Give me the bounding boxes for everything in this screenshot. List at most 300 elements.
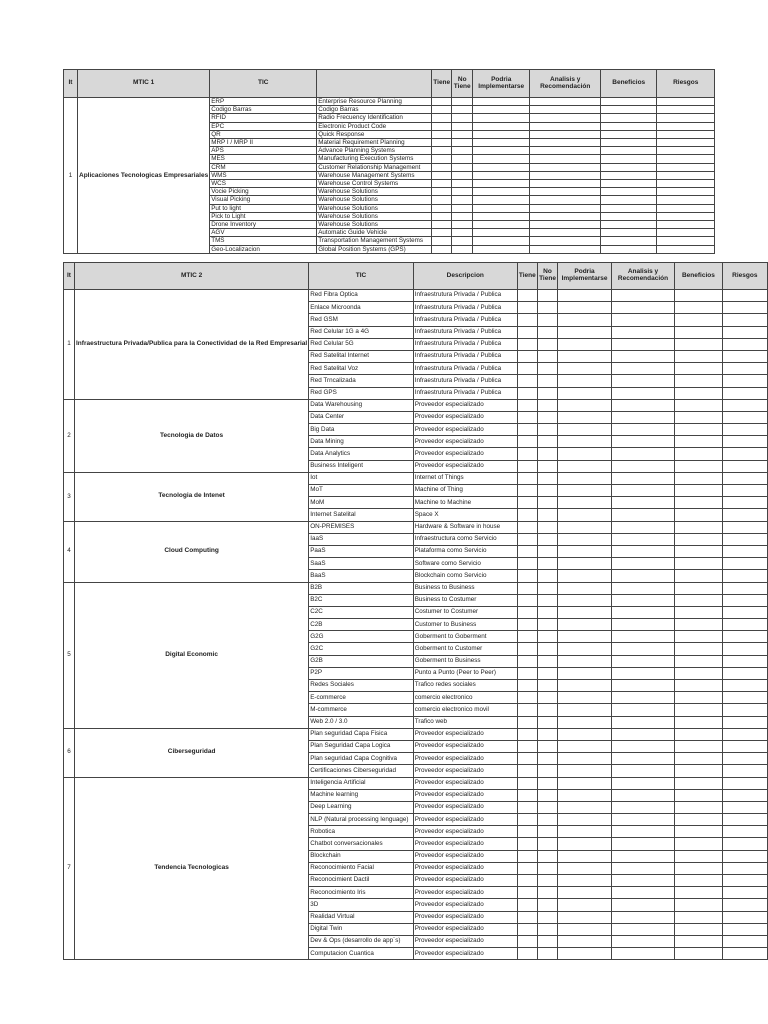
podria-cell [473,130,530,138]
no-tiene-cell [537,363,558,375]
beneficios-cell [675,509,722,521]
podria-cell [558,826,612,838]
podria-cell [558,521,612,533]
description-cell: Infraestrutura Privada / Publica [413,326,517,338]
tic-cell: IaaS [309,533,414,545]
beneficios-cell [675,460,722,472]
description-cell: Costumer to Costumer [413,606,517,618]
analisis-cell [611,448,674,460]
no-tiene-cell [537,680,558,692]
riesgos-cell [722,485,767,497]
analisis-cell [611,533,674,545]
riesgos-cell [657,212,715,220]
tic-cell: Reconocimient Dactil [309,875,414,887]
analisis-cell [611,302,674,314]
description-cell: comercio electronico [413,692,517,704]
description-cell: Infraestrutura Privada / Publica [413,387,517,399]
tiene-cell [517,850,537,862]
tiene-cell [517,887,537,899]
description-cell: Automatic Guide Vehicle [317,229,432,237]
description-cell: Radio Frecuency Identification [317,114,432,122]
tiene-cell [432,122,452,130]
podria-cell [558,875,612,887]
beneficios-cell [675,436,722,448]
tic-cell: WCS [210,180,317,188]
description-cell: Global Position Systems (GPS) [317,245,432,253]
podria-cell [558,533,612,545]
description-cell: Proveedor especializado [413,875,517,887]
table-mtic-2 [63,262,768,960]
description-cell: Warehouse Solutions [317,204,432,212]
analisis-cell [611,509,674,521]
riesgos-cell [722,472,767,484]
riesgos-cell [722,680,767,692]
tiene-cell [432,212,452,220]
tic-cell: Vocie Picking [210,188,317,196]
tiene-cell [517,911,537,923]
col-podria-implementarse: Podria Implementarse [473,70,530,98]
tic-cell: B2C [309,594,414,606]
podria-cell [558,582,612,594]
beneficios-cell [675,521,722,533]
riesgos-cell [722,728,767,740]
analisis-cell [611,290,674,302]
no-tiene-cell [537,448,558,460]
tic-cell: P2P [309,667,414,679]
riesgos-cell [657,98,715,106]
podria-cell [558,302,612,314]
description-cell: Blockchain como Servicio [413,570,517,582]
podria-cell [558,935,612,947]
description-cell: Proveedor especializado [413,399,517,411]
analisis-cell [530,139,601,147]
tic-cell: M-commerce [309,704,414,716]
col-it: It [64,70,78,98]
tiene-cell [432,98,452,106]
riesgos-cell [722,448,767,460]
podria-cell [473,122,530,130]
no-tiene-cell [537,899,558,911]
analisis-cell [611,375,674,387]
analisis-cell [530,180,601,188]
table-row [64,582,768,594]
beneficios-cell [601,106,657,114]
beneficios-cell [601,130,657,138]
beneficios-cell [675,740,722,752]
beneficios-cell [675,814,722,826]
beneficios-cell [675,448,722,460]
no-tiene-cell [537,399,558,411]
tic-cell: B2B [309,582,414,594]
description-cell: Manufacturing Execution Systems [317,155,432,163]
podria-cell [558,899,612,911]
podria-cell [558,570,612,582]
beneficios-cell [675,350,722,362]
tic-cell: Red Celular 1G a 4G [309,326,414,338]
beneficios-cell [675,789,722,801]
tiene-cell [432,139,452,147]
tic-cell: Red Celular 5G [309,338,414,350]
tic-cell: Business Inteligent [309,460,414,472]
analisis-cell [611,887,674,899]
tiene-cell [517,472,537,484]
tic-cell: Red GSM [309,314,414,326]
riesgos-cell [722,716,767,728]
no-tiene-cell [537,302,558,314]
tiene-cell [517,338,537,350]
podria-cell [558,314,612,326]
riesgos-cell [722,667,767,679]
description-cell: Proveedor especializado [413,753,517,765]
beneficios-cell [601,155,657,163]
beneficios-cell [601,163,657,171]
tic-cell: C2B [309,619,414,631]
beneficios-cell [675,411,722,423]
description-cell: Proveedor especializado [413,935,517,947]
riesgos-cell [722,411,767,423]
description-cell: Machine of Thing [413,485,517,497]
riesgos-cell [657,106,715,114]
no-tiene-cell [452,139,473,147]
podria-cell [473,229,530,237]
no-tiene-cell [537,375,558,387]
podria-cell [473,106,530,114]
riesgos-cell [722,814,767,826]
table-header-row [64,263,768,290]
tic-cell: Computacion Cuantica [309,948,414,960]
tiene-cell [517,460,537,472]
description-cell: Proveedor especializado [413,436,517,448]
col-riesgos: Riesgos [657,70,715,98]
beneficios-cell [675,753,722,765]
tic-cell: Blockchain [309,850,414,862]
tic-cell: Inteligencia Artificial [309,777,414,789]
analisis-cell [611,594,674,606]
tiene-cell [517,302,537,314]
analisis-cell [611,716,674,728]
description-cell: Proveedor especializado [413,826,517,838]
podria-cell [558,606,612,618]
beneficios-cell [675,363,722,375]
beneficios-cell [675,387,722,399]
analisis-cell [611,789,674,801]
podria-cell [558,399,612,411]
beneficios-cell [675,582,722,594]
tic-cell: 3D [309,899,414,911]
no-tiene-cell [537,643,558,655]
tic-cell: Drone Inventory [210,221,317,229]
podria-cell [558,350,612,362]
analisis-cell [530,147,601,155]
riesgos-cell [722,326,767,338]
riesgos-cell [657,204,715,212]
beneficios-cell [675,838,722,850]
tic-cell: Visual Picking [210,196,317,204]
podria-cell [558,448,612,460]
table-row [64,290,768,302]
beneficios-cell [675,619,722,631]
tic-cell: ERP [210,98,317,106]
tiene-cell [517,801,537,813]
tic-cell: Put to light [210,204,317,212]
analisis-cell [530,155,601,163]
col-descripcion: Descripcion [413,263,517,290]
col-beneficios: Beneficios [601,70,657,98]
tiene-cell [517,411,537,423]
no-tiene-cell [452,196,473,204]
podria-cell [558,338,612,350]
description-cell: Quick Response [317,130,432,138]
no-tiene-cell [537,545,558,557]
beneficios-cell [675,338,722,350]
analisis-cell [611,314,674,326]
analisis-cell [611,424,674,436]
no-tiene-cell [452,147,473,155]
no-tiene-cell [537,716,558,728]
tic-cell: Data Analytics [309,448,414,460]
group-label: Digital Economic [75,582,309,728]
no-tiene-cell [537,606,558,618]
beneficios-cell [601,212,657,220]
table-row [64,399,768,411]
description-cell: Proveedor especializado [413,424,517,436]
podria-cell [558,753,612,765]
analisis-cell [611,570,674,582]
riesgos-cell [722,521,767,533]
no-tiene-cell [537,911,558,923]
description-cell: Infraestrutura Privada / Publica [413,363,517,375]
tic-cell: APS [210,147,317,155]
description-cell: Proveedor especializado [413,887,517,899]
tiene-cell [517,923,537,935]
tic-cell: Codigo Barras [210,106,317,114]
tic-cell: EPC [210,122,317,130]
col-no-tiene: No Tiene [452,70,473,98]
no-tiene-cell [452,106,473,114]
beneficios-cell [601,237,657,245]
tiene-cell [517,740,537,752]
tic-cell: Enlace Microonda [309,302,414,314]
no-tiene-cell [537,814,558,826]
col-tic: TIC [210,70,317,98]
tic-cell: NLP (Natural processing lenguage) [309,814,414,826]
podria-cell [473,212,530,220]
description-cell: Proveedor especializado [413,411,517,423]
beneficios-cell [675,862,722,874]
riesgos-cell [722,302,767,314]
group-label: Ciberseguridad [75,728,309,777]
beneficios-cell [675,777,722,789]
podria-cell [558,411,612,423]
podria-cell [558,704,612,716]
no-tiene-cell [537,838,558,850]
riesgos-cell [722,753,767,765]
analisis-cell [611,911,674,923]
podria-cell [473,163,530,171]
podria-cell [558,801,612,813]
riesgos-cell [722,497,767,509]
riesgos-cell [722,399,767,411]
description-cell: comercio electronico movil [413,704,517,716]
tiene-cell [432,188,452,196]
beneficios-cell [601,221,657,229]
podria-cell [558,789,612,801]
beneficios-cell [675,716,722,728]
tic-cell: Redes Sociales [309,680,414,692]
tic-cell: Deep Learning [309,801,414,813]
riesgos-cell [722,631,767,643]
tic-cell: Red Trncalizada [309,375,414,387]
riesgos-cell [722,350,767,362]
description-cell: Proveedor especializado [413,740,517,752]
description-cell: Proveedor especializado [413,814,517,826]
tiene-cell [517,521,537,533]
tiene-cell [517,509,537,521]
tiene-cell [517,582,537,594]
podria-cell [558,911,612,923]
analisis-cell [611,460,674,472]
col-mtic: MTIC 2 [75,263,309,290]
beneficios-cell [675,667,722,679]
description-cell: Punto a Punto (Peer to Peer) [413,667,517,679]
podria-cell [558,667,612,679]
table-header-row [64,70,715,98]
description-cell: Proveedor especializado [413,911,517,923]
table-mtic-1 [63,69,715,254]
analisis-cell [611,765,674,777]
tiene-cell [517,935,537,947]
tiene-cell [517,497,537,509]
podria-cell [558,850,612,862]
analisis-cell [611,948,674,960]
beneficios-cell [601,188,657,196]
no-tiene-cell [537,875,558,887]
analisis-cell [611,399,674,411]
beneficios-cell [675,545,722,557]
riesgos-cell [722,789,767,801]
analisis-cell [611,680,674,692]
no-tiene-cell [537,436,558,448]
tiene-cell [517,606,537,618]
tiene-cell [517,619,537,631]
riesgos-cell [722,862,767,874]
tiene-cell [432,130,452,138]
beneficios-cell [675,472,722,484]
tic-cell: Plan seguridad Capa Fisica [309,728,414,740]
podria-cell [558,765,612,777]
no-tiene-cell [537,582,558,594]
group-label: Tecnologia de Intenet [75,472,309,521]
podria-cell [558,545,612,557]
analisis-cell [530,204,601,212]
tiene-cell [517,399,537,411]
analisis-cell [611,411,674,423]
description-cell: Proveedor especializado [413,728,517,740]
description-cell: Proveedor especializado [413,801,517,813]
table-row [64,98,715,106]
description-cell: Trafico web [413,716,517,728]
no-tiene-cell [537,411,558,423]
tic-cell: Certificaciones Ciberseguridad [309,765,414,777]
analisis-cell [611,692,674,704]
tic-cell: TMS [210,237,317,245]
riesgos-cell [722,387,767,399]
podria-cell [558,838,612,850]
analisis-cell [611,838,674,850]
tic-cell: G2C [309,643,414,655]
no-tiene-cell [537,570,558,582]
no-tiene-cell [537,850,558,862]
beneficios-cell [675,875,722,887]
tiene-cell [517,875,537,887]
table-row [64,777,768,789]
riesgos-cell [722,948,767,960]
beneficios-cell [675,570,722,582]
riesgos-cell [722,850,767,862]
no-tiene-cell [452,212,473,220]
riesgos-cell [722,765,767,777]
tic-cell: WMS [210,171,317,179]
analisis-cell [530,114,601,122]
beneficios-cell [675,558,722,570]
tiene-cell [517,862,537,874]
description-cell: Trafico redes sociales [413,680,517,692]
no-tiene-cell [537,862,558,874]
no-tiene-cell [537,655,558,667]
analisis-cell [611,338,674,350]
description-cell: Plataforma como Servicio [413,545,517,557]
tic-cell: Data Center [309,411,414,423]
group-label: Cloud Computing [75,521,309,582]
riesgos-cell [722,704,767,716]
no-tiene-cell [537,740,558,752]
riesgos-cell [722,314,767,326]
tic-cell: G2B [309,655,414,667]
description-cell: Goberment to Goberment [413,631,517,643]
col-analisis: Analisis y Recomendación [611,263,674,290]
analisis-cell [611,875,674,887]
analisis-cell [611,740,674,752]
analisis-cell [611,777,674,789]
tic-cell: AGV [210,229,317,237]
no-tiene-cell [537,753,558,765]
no-tiene-cell [537,314,558,326]
analisis-cell [611,606,674,618]
analisis-cell [611,655,674,667]
no-tiene-cell [452,122,473,130]
no-tiene-cell [537,765,558,777]
no-tiene-cell [452,163,473,171]
col-mtic: MTIC 1 [78,70,210,98]
beneficios-cell [675,850,722,862]
tiene-cell [432,114,452,122]
analisis-cell [530,171,601,179]
description-cell: Proveedor especializado [413,850,517,862]
description-cell: Proveedor especializado [413,460,517,472]
analisis-cell [611,436,674,448]
no-tiene-cell [537,887,558,899]
beneficios-cell [675,606,722,618]
beneficios-cell [675,485,722,497]
beneficios-cell [675,631,722,643]
no-tiene-cell [537,667,558,679]
beneficios-cell [675,887,722,899]
analisis-cell [611,485,674,497]
no-tiene-cell [537,777,558,789]
riesgos-cell [657,163,715,171]
beneficios-cell [675,680,722,692]
tic-cell: Machine learning [309,789,414,801]
